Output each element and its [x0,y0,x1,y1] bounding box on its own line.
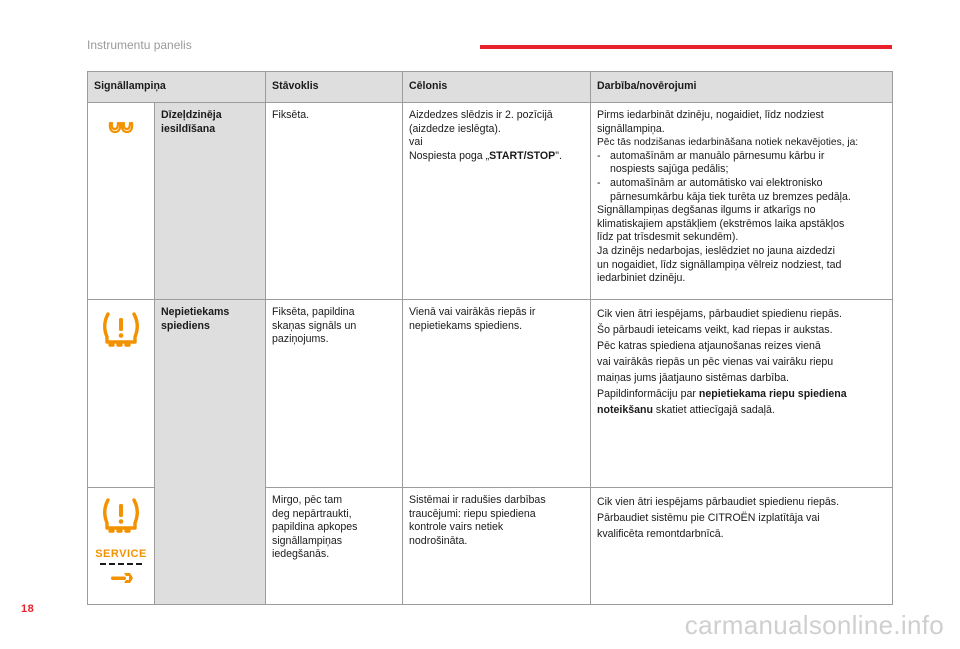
action-cell: Pirms iedarbināt dzinēju, nogaidiet, līdz nodziest signāllampiņa. Pēc tās nodzišanas iedarbināšana notiek nekavējoties, ja: - automašīnām ar manuālo pārnesumu kārbu ir nospiests sajūga pedālis; - automašīnām ar automātisko vai elektronisko pārnesumkārbu kāja tiek turēta uz bremzes pedāļa. Signāllampiņas degšanas ilgums ir atkarīgs no klimatiskajiem apstākļiem (ekstrēmos laika apstākļos līdz pat trīsdesmit sekundēm). Ja dzinējs nedarbojas, ieslēdziet no jauna aizdedzi un nogaidiet, līdz signāllampiņa vēlreiz nodziest, tad iedarbiniet dzinēju. [591,103,893,300]
icon-cell [88,488,155,605]
state-cell: Mirgo, pēc tam deg nepārtraukti, papildina apkopes signāllampiņas iedegšanās. [266,488,403,605]
tyre-pressure-warning-icon [99,310,143,348]
action-cell: Cik vien ātri iespējams pārbaudiet spiedienu riepās. Pārbaudiet sistēmu pie CITROËN izplatītāja vai kvalificēta remontdarbnīcā. [591,488,893,605]
header-accent-bar [480,45,892,49]
wrench-icon [108,571,134,585]
table-row [88,103,893,300]
signal-name: Dīzeļdzinēja iesildīšana [155,103,266,300]
cause-cell: Aizdedzes slēdzis ir 2. pozīcijā (aizdedze ieslēgta). vai Nospiesta poga „START/STOP". [403,103,591,300]
cause-cell: Vienā vai vairākās riepās ir nepietiekams spiediens. [403,300,591,488]
action-cell: Cik vien ātri iespējams, pārbaudiet spiedienu riepās. Šo pārbaudi ieteicams veikt, kad riepas ir aukstas. Pēc katras spiediena atjaunošanas reizes vienā vai vairākās riepās un pēc vienas vai vairāku riepu maiņas jums jāatjauno sistēmas darbība. Papildinformāciju par nepietiekama riepu spiediena noteikšanu skatiet attiecīgajā sadaļā. [591,300,893,488]
icon-cell [88,300,155,488]
section-title: Instrumentu panelis [87,38,192,52]
watermark: carmanualsonline.info [684,610,944,640]
signal-name: Nepietiekams spiediens [155,300,266,605]
icon-cell [88,103,155,300]
cause-cell: Sistēmai ir radušies darbības traucējumi: riepu spiediena kontrole vairs netiek nodrošināta. [403,488,591,605]
page-number: 18 [21,603,35,615]
column-header-state: Stāvoklis [266,72,403,103]
warning-lights-table [87,71,893,605]
tyre-pressure-warning-icon [99,496,143,534]
column-header-action: Darbība/novērojumi [591,72,893,103]
table-row [88,300,893,488]
service-warning-icon: SERVICE [94,548,148,565]
column-header-cause: Cēlonis [403,72,591,103]
state-cell: Fiksēta, papildina skaņas signāls un paziņojums. [266,300,403,488]
table-header-row [88,72,893,103]
state-cell: Fiksēta. [266,103,403,300]
column-header-signal: Signāllampiņa [88,72,266,103]
glow-plug-icon [108,119,134,137]
